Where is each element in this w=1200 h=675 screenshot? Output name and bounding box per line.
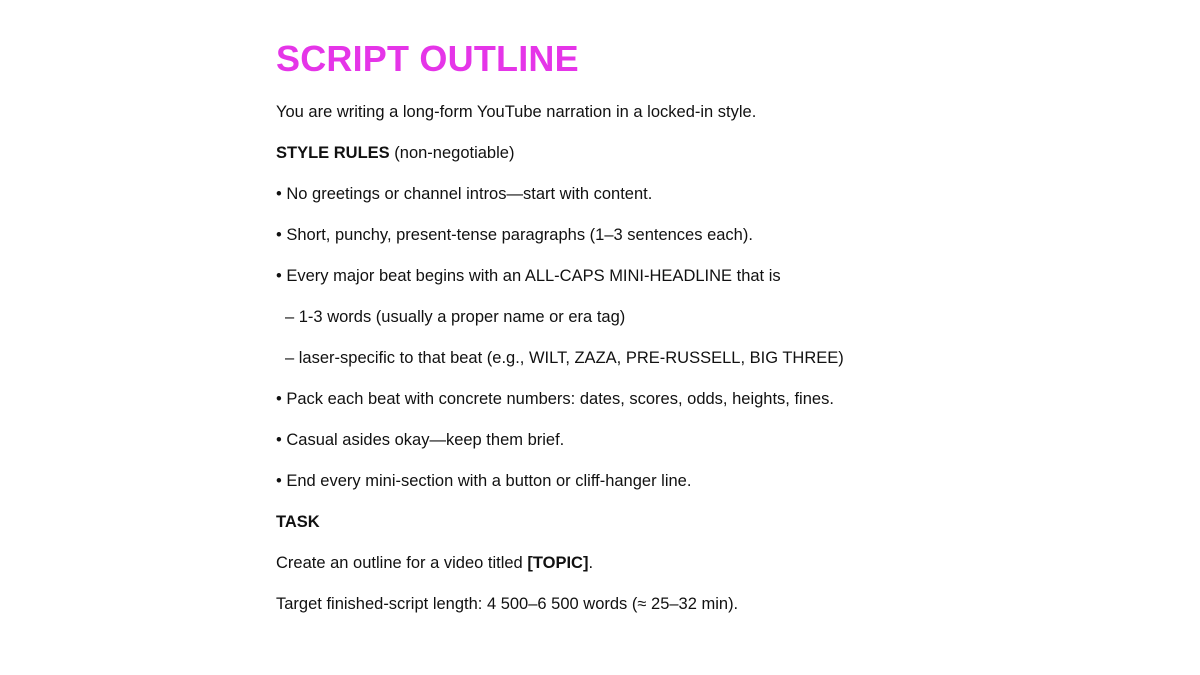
task-line-length: Target finished-script length: 4 500–6 500 words (≈ 25–32 min). [276,595,739,613]
rule-subitem: – laser-specific to that beat (e.g., WILT, ZAZA, PRE-RUSSELL, BIG THREE) [285,349,844,367]
task-line-prefix: Create an outline for a video titled [276,554,528,572]
task-line-suffix: . [588,554,594,572]
style-rules-heading: STYLE RULES [276,144,390,162]
document-body [276,38,976,635]
style-rules-heading-line [276,143,976,163]
task-heading: TASK [276,513,320,531]
rule-item: • End every mini-section with a button or cliff-hanger line. [276,472,692,490]
rule-item: • Short, punchy, present-tense paragraphs (1–3 sentences each). [276,226,753,244]
rule-subitem: – 1-3 words (usually a proper name or era tag) [285,308,626,326]
rule-item: • Pack each beat with concrete numbers: dates, scores, odds, heights, fines. [276,390,834,408]
intro-paragraph: You are writing a long-form YouTube narration in a locked-in style. [276,103,757,121]
task-line-topic [276,553,976,573]
document-title: SCRIPT OUTLINE [276,38,579,79]
rule-item: • Every major beat begins with an ALL-CAPS MINI-HEADLINE that is [276,267,781,285]
topic-placeholder: [TOPIC] [527,554,589,572]
rule-item: • No greetings or channel intros—start with content. [276,185,653,203]
style-rules-qualifier: (non-negotiable) [389,144,515,162]
rule-item: • Casual asides okay—keep them brief. [276,431,565,449]
